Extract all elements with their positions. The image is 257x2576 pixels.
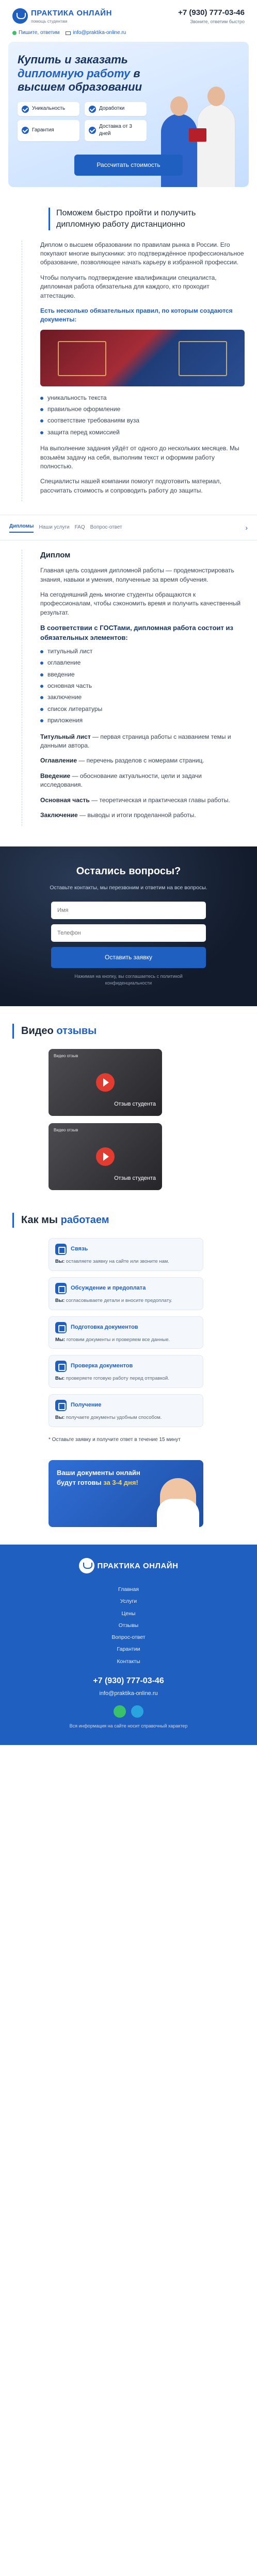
diplomas-image — [40, 330, 245, 386]
footer-note: Вся информация на сайте носит справочный характер — [69, 1723, 188, 1728]
term-text: — перечень разделов с номерами страниц. — [77, 757, 204, 765]
list-item: список литературы — [40, 705, 245, 714]
term: Основная часть — [40, 796, 90, 804]
video-name: Отзыв студента — [114, 1101, 156, 1108]
step-description: согласовываете детали и вносите предоплату. — [65, 1297, 172, 1303]
hero-feature-label: Доработки — [99, 106, 125, 112]
step-description: проверяете готовую работу перед отправкой. — [65, 1376, 169, 1382]
diploma-article — [0, 540, 257, 831]
diploma-icon — [189, 128, 206, 142]
term-paragraph — [40, 756, 245, 765]
step-text — [55, 1375, 197, 1382]
step-description: оставляете заявку на сайте или звоните нам. — [65, 1259, 169, 1265]
email-label: info@praktika-online.ru — [73, 29, 126, 36]
step-title: Обсуждение и предоплата — [71, 1284, 146, 1291]
step-text — [55, 1414, 197, 1421]
promo-title-accent: за 3-4 дня! — [103, 1479, 138, 1487]
student-illustration — [160, 1478, 196, 1527]
hero-feature — [18, 102, 79, 116]
question-text: Оставьте контакты, мы перезвоним и ответим на все вопросы. — [50, 885, 207, 891]
wallet-icon — [55, 1283, 67, 1294]
question-form-section — [0, 846, 257, 1006]
term-text: — обоснование актуальности, цели и задачи исследования. — [40, 772, 202, 789]
chevron-right-icon[interactable]: › — [245, 523, 248, 532]
delivery-icon — [55, 1400, 67, 1411]
hero-feature — [85, 120, 147, 141]
tab-diplomas[interactable]: Дипломы — [9, 523, 34, 533]
messenger-link[interactable] — [12, 29, 59, 37]
footer-nav-item[interactable]: Вопрос-ответ — [111, 1634, 146, 1641]
promo-title — [57, 1468, 150, 1488]
question-title: Остались вопросы? — [76, 866, 181, 877]
hero-title-part1: Купить и заказать — [18, 53, 128, 66]
phone-icon — [55, 1244, 67, 1255]
phone-input[interactable] — [51, 924, 206, 942]
side-rule — [22, 550, 33, 826]
video-card[interactable] — [49, 1049, 162, 1116]
intro-lead: Поможем быстро пройти и получить дипломную работу дистанционно — [49, 208, 219, 230]
term-paragraph — [40, 811, 245, 820]
list-item: защита перед комиссией — [40, 428, 245, 437]
intro-list — [40, 394, 245, 437]
how-we-work-note: * Оставьте заявку и получите ответ в течение 15 минут — [49, 1436, 181, 1443]
video-caption: Видео отзыв — [54, 1128, 78, 1133]
article-subtitle: В соответствии с ГОСТами, дипломная работа состоит из обязательных элементов: — [40, 624, 233, 642]
step-card — [49, 1355, 203, 1388]
content-tabs — [0, 515, 257, 540]
term: Заключение — [40, 811, 78, 819]
check-icon — [22, 127, 29, 134]
term: Титульный лист — [40, 733, 91, 740]
article-elements-list — [40, 647, 245, 725]
logo-icon — [12, 8, 28, 24]
section-title-accent: работаем — [60, 1214, 109, 1226]
step-title: Проверка документов — [71, 1363, 133, 1369]
logo[interactable] — [12, 8, 112, 25]
how-we-work-title — [12, 1213, 245, 1228]
check-icon — [22, 106, 29, 113]
check-icon — [89, 106, 96, 113]
intro-paragraph: На выполнение задания уйдёт от одного до нескольких месяцев. Мы возьмём задачу на себя, выполним текст и оформим работу полностью. — [40, 445, 239, 470]
list-item: уникальность текста — [40, 394, 245, 402]
logo-icon — [79, 1558, 94, 1573]
hero-title-accent: дипломную работу — [18, 66, 131, 80]
step-title: Связь — [71, 1246, 88, 1252]
list-item: правильное оформление — [40, 405, 245, 414]
whatsapp-icon[interactable] — [114, 1705, 126, 1718]
section-title-accent: отзывы — [56, 1025, 97, 1037]
step-text — [55, 1336, 197, 1344]
footer-nav-item[interactable]: Гарантии — [117, 1646, 140, 1653]
logo-title: ПРАКТИКА ОНЛАЙН — [31, 8, 112, 18]
video-card[interactable] — [49, 1123, 162, 1190]
step-actor: Вы: — [55, 1297, 65, 1303]
step-description: готовим документы и проверяем все данные. — [65, 1336, 170, 1343]
logo-subtitle: помощь студентам — [31, 19, 68, 24]
hero-title — [18, 53, 162, 94]
video-name: Отзыв студента — [114, 1175, 156, 1182]
footer-phone-link[interactable]: +7 (930) 777-03-46 — [93, 1676, 164, 1685]
video-reviews-section — [0, 1006, 257, 1195]
header-phone-block — [178, 7, 245, 25]
privacy-policy-note[interactable]: Нажимая на кнопку, вы соглашаетесь с политикой конфиденциальности — [74, 973, 183, 986]
step-title: Подготовка документов — [71, 1324, 138, 1330]
term: Введение — [40, 772, 71, 779]
play-icon[interactable] — [96, 1073, 115, 1092]
name-input[interactable] — [51, 902, 206, 919]
footer-nav-item[interactable]: Услуги — [120, 1598, 137, 1605]
footer-email-link[interactable]: info@praktika-online.ru — [99, 1690, 158, 1697]
side-rule — [22, 241, 33, 502]
header-phone-hours: Звоните, ответим быстро — [190, 19, 245, 24]
email-link[interactable] — [66, 29, 126, 37]
student-figure — [197, 104, 235, 187]
step-description: получаете документы удобным способом. — [65, 1415, 162, 1421]
intro-paragraph: Диплом о высшем образовании по правилам рынка в России. Его покупают многие выпускники: это подтверждённое профессиональное образование, позволяющее начать карьеру в избранной профессии. — [40, 241, 244, 266]
video-reviews-title — [12, 1024, 245, 1039]
footer-nav — [12, 1586, 245, 1666]
step-actor: Вы: — [55, 1376, 65, 1382]
term-text: — выводы и итоги проделанной работы. — [77, 811, 196, 819]
student-figure — [161, 114, 197, 187]
step-card — [49, 1277, 203, 1310]
video-list — [49, 1049, 245, 1190]
video-caption: Видео отзыв — [54, 1054, 78, 1059]
hero-title-part2: в высшем образовании — [18, 66, 142, 94]
site-footer — [0, 1545, 257, 1745]
footer-nav-item[interactable]: Главная — [118, 1586, 139, 1593]
list-item: основная часть — [40, 682, 245, 690]
term-text: — теоретическая и практическая главы работы. — [89, 796, 230, 804]
step-card — [49, 1238, 203, 1271]
hero-feature — [85, 102, 147, 116]
promo-banner — [49, 1460, 203, 1527]
intro-section — [0, 187, 257, 506]
step-actor: Вы: — [55, 1415, 65, 1421]
section-title-part1: Как мы — [21, 1214, 58, 1226]
whatsapp-icon — [12, 31, 17, 35]
list-item: соответствие требованиям вуза — [40, 416, 245, 425]
header-contacts — [12, 29, 245, 37]
term: Оглавление — [40, 757, 77, 765]
mail-icon — [66, 31, 71, 35]
list-item: приложения — [40, 716, 245, 725]
step-text — [55, 1258, 197, 1265]
term-paragraph — [40, 772, 245, 790]
step-actor: Вы: — [55, 1259, 65, 1265]
hero-feature-label: Гарантия — [32, 127, 54, 133]
article-paragraph: На сегодняшний день многие студенты обращаются к профессионалам, чтобы сэкономить время и получить качественный результат. — [40, 591, 241, 616]
hero-section — [8, 42, 249, 187]
telegram-icon[interactable] — [131, 1705, 143, 1718]
list-item: оглавление — [40, 658, 245, 667]
header-phone-link[interactable]: +7 (930) 777-03-46 — [178, 8, 245, 17]
intro-paragraph: Чтобы получить подтверждение квалификации специалиста, дипломная работа обязательна для каждого, кто проходит аттестацию. — [40, 274, 217, 299]
submit-request-button[interactable]: Оставить заявку — [51, 947, 206, 968]
list-item: введение — [40, 670, 245, 679]
term-paragraph — [40, 733, 245, 751]
step-card — [49, 1394, 203, 1427]
footer-nav-item[interactable]: Отзывы — [118, 1622, 139, 1629]
play-icon[interactable] — [96, 1147, 115, 1166]
document-icon — [55, 1322, 67, 1333]
tab-questions[interactable]: Вопрос-ответ — [90, 524, 122, 531]
how-we-work-section — [0, 1195, 257, 1449]
footer-social — [12, 1705, 245, 1718]
check-icon — [89, 127, 96, 134]
step-text — [55, 1297, 197, 1304]
hero-features — [18, 102, 147, 141]
site-header — [0, 0, 257, 42]
messenger-label: Пишите, ответим — [19, 29, 60, 36]
tab-faq[interactable]: FAQ — [74, 524, 85, 531]
checklist-icon — [55, 1361, 67, 1372]
term-paragraph — [40, 796, 245, 805]
steps-list — [49, 1238, 245, 1427]
step-title: Получение — [71, 1402, 102, 1409]
hero-feature-label: Уникальность — [32, 106, 66, 112]
footer-nav-item[interactable]: Контакты — [117, 1658, 140, 1665]
term-text: — первая страница работы с названием темы и данными автора. — [40, 733, 231, 749]
tab-services[interactable]: Наши услуги — [39, 524, 70, 531]
footer-nav-item[interactable]: Цены — [121, 1610, 136, 1617]
hero-feature-label: Доставка от 3 дней — [99, 123, 132, 137]
intro-paragraph: Специалисты нашей компании помогут подготовить материал, рассчитать стоимость и сопроводить работу до защиты. — [40, 478, 221, 494]
list-item: заключение — [40, 693, 245, 702]
list-item: титульный лист — [40, 647, 245, 656]
promo-title-part1: Ваши документы онлайн будут готовы — [57, 1469, 140, 1487]
step-card — [49, 1316, 203, 1349]
footer-logo-title: ПРАКТИКА ОНЛАЙН — [97, 1561, 179, 1570]
article-paragraph: Главная цель создания дипломной работы — продемонстрировать знания, навыки и умения, полученные за время обучения. — [40, 567, 234, 583]
section-title-part1: Видео — [21, 1025, 54, 1037]
step-actor: Мы: — [55, 1336, 66, 1343]
hero-feature — [18, 120, 79, 141]
intro-highlight: Есть несколько обязательных правил, по которым создаются документы: — [40, 307, 233, 324]
article-title: Диплом — [40, 551, 71, 560]
calculate-price-button[interactable]: Рассчитать стоимость — [74, 155, 183, 176]
footer-logo[interactable] — [79, 1558, 179, 1573]
